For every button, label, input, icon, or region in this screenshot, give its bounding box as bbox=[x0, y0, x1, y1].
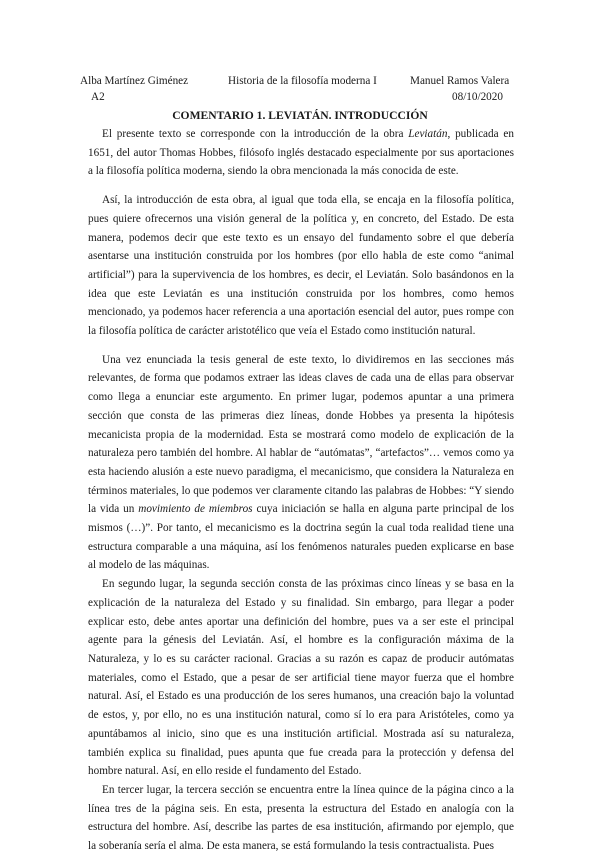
header-course: Historia de la filosofía moderna I bbox=[228, 75, 377, 87]
document-body bbox=[88, 125, 514, 856]
header-date: 08/10/2020 bbox=[452, 91, 503, 103]
document-title: COMENTARIO 1. LEVIATÁN. INTRODUCCIÓN bbox=[172, 109, 428, 122]
paragraph-3 bbox=[88, 351, 514, 575]
paragraph-2: Así, la introducción de esta obra, al igual que toda ella, se encaja en la filosofía política, pues quiere ofrecernos una visión general de la política y, en concreto, del Estado. De esta manera, podemos decir que este texto es un ensayo del fundamento sobre el que debería asentarse una institución construida por los hombres (por ello habla de este como “animal artificial”) para la supervivencia de los hombres, es decir, el Leviatán. Solo basándonos en la idea que este Leviatán es una institución construida por los hombres, como hemos mencionado, ya podemos hacer referencia a una aportación esencial del autor, pues rompe con la filosofía política de carácter aristotélico que veía el Estado como institución natural. bbox=[88, 194, 514, 338]
paragraph-4: En segundo lugar, la segunda sección consta de las próximas cinco líneas y se basa en la explicación de la naturaleza del Estado y su finalidad. Sin embargo, para llegar a poder explicar esto, debe antes aportar una definición del hombre, pues va a ser este el principal agente para la génesis del Leviatán. Así, el hombre es la configuración máxima de la Naturaleza, y lo es su carácter racional. Gracias a su razón es capaz de producir autómatas materiales, como el Estado, que a pesar de ser artificial tiene mayor fuerza que el hombre natural. Así, el Estado es una producción de los seres humanos, una creación bajo la voluntad de estos, y, por ello, no es una institución natural, como sí lo era para Aristóteles, como ya apuntábamos al inicio, sino que es una institución artificial. Mostrada así su naturaleza, también explica su finalidad, pues apunta que fue creada para la protección y defensa del hombre natural. Así, en ello reside el fundamento del Estado. bbox=[88, 578, 514, 778]
paragraph-3-text-a: Una vez enunciada la tesis general de este texto, lo dividiremos en las secciones más relevantes, de forma que podamos extraer las ideas claves de cada una de ellas para observar como llega a enunciar este argumento. En primer lugar, podemos apuntar a una primera sección que consta de las primeras diez líneas, donde Hobbes ya presenta la hipótesis mecanicista propia de la modernidad. Esta se mostrará como modelo de explicación de la naturaleza pero también del hombre. Al hablar de “autómatas”, “artefactos”… vemos como ya esta haciendo alusión a este nuevo paradigma, el mecanicismo, que considera la Naturaleza en términos materiales, lo que podemos ver claramente citando las palabras de Hobbes: “Y siendo la vida un bbox=[88, 353, 514, 516]
paragraph-3-text-b: cuya iniciación se halla en alguna parte principal de los mismos (…)”. Por tanto, el mecanicismo es la doctrina según la cual toda realidad tiene una estructura comparable a una máquina, así los fenómenos naturales pueden explicarse en base al modelo de las máquinas. bbox=[88, 503, 514, 572]
paragraph-1-text-b: , publicada en 1651, del autor Thomas Hobbes, filósofo inglés destacado especialmente por sus aportaciones a la filosofía política moderna, siendo la obra mencionada la más conocida de este. bbox=[88, 128, 514, 178]
paragraph-5: En tercer lugar, la tercera sección se encuentra entre la línea quince de la página cinco a la línea tres de la página seis. En esta, presenta la estructura del Estado en analogía con la estructura del hombre. Así, describe las partes de esa institución, afirmando por ejemplo, que la soberanía sería el alma. De esta manera, se está formulando la tesis contractualista. Pues bbox=[88, 783, 514, 853]
header-author: Alba Martínez Giménez bbox=[80, 75, 189, 87]
quote-emphasis: movimiento de miembros bbox=[138, 503, 253, 516]
header-professor: Manuel Ramos Valera bbox=[410, 75, 510, 87]
work-title-leviatan: Leviatán bbox=[408, 128, 448, 140]
header-group: A2 bbox=[91, 91, 105, 103]
paragraph-1 bbox=[88, 125, 514, 181]
paragraph-1-text-a: El presente texto se corresponde con la introducción de la obra bbox=[102, 128, 409, 140]
